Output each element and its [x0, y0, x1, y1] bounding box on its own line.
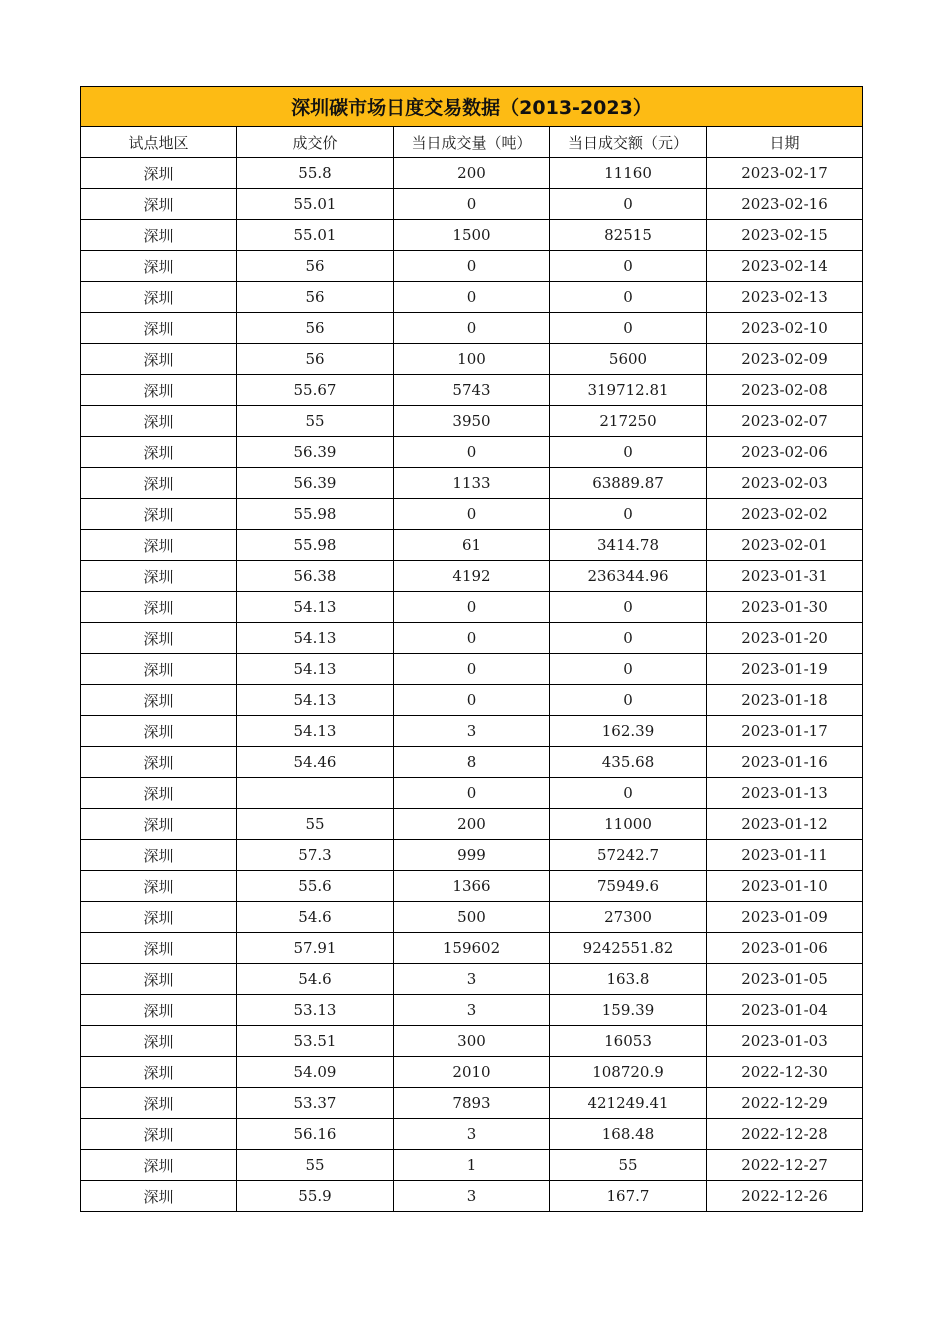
cell-date: 2023-01-11 [707, 840, 863, 871]
cell-amount: 162.39 [550, 716, 707, 747]
cell-volume: 0 [394, 251, 550, 282]
cell-volume: 0 [394, 189, 550, 220]
cell-date: 2023-02-09 [707, 344, 863, 375]
table-row [81, 1088, 863, 1119]
table-row [81, 654, 863, 685]
cell-amount: 159.39 [550, 995, 707, 1026]
cell-price: 56.39 [237, 468, 394, 499]
cell-date: 2023-02-06 [707, 437, 863, 468]
cell-region: 深圳 [81, 716, 237, 747]
cell-date: 2023-01-18 [707, 685, 863, 716]
cell-volume: 159602 [394, 933, 550, 964]
cell-amount: 82515 [550, 220, 707, 251]
table-row [81, 902, 863, 933]
cell-price: 55 [237, 1150, 394, 1181]
table-row [81, 1026, 863, 1057]
table-row [81, 189, 863, 220]
cell-amount: 9242551.82 [550, 933, 707, 964]
cell-date: 2023-02-15 [707, 220, 863, 251]
cell-price: 56.38 [237, 561, 394, 592]
cell-volume: 0 [394, 313, 550, 344]
cell-region: 深圳 [81, 1057, 237, 1088]
table-row [81, 933, 863, 964]
table-row [81, 809, 863, 840]
cell-price: 54.6 [237, 964, 394, 995]
cell-volume: 200 [394, 158, 550, 189]
cell-region: 深圳 [81, 220, 237, 251]
cell-volume: 2010 [394, 1057, 550, 1088]
cell-date: 2023-02-17 [707, 158, 863, 189]
cell-region: 深圳 [81, 592, 237, 623]
cell-volume: 300 [394, 1026, 550, 1057]
cell-volume: 7893 [394, 1088, 550, 1119]
cell-region: 深圳 [81, 840, 237, 871]
cell-region: 深圳 [81, 561, 237, 592]
cell-amount: 0 [550, 313, 707, 344]
cell-amount: 167.7 [550, 1181, 707, 1212]
cell-date: 2023-01-16 [707, 747, 863, 778]
cell-region: 深圳 [81, 1150, 237, 1181]
cell-date: 2023-01-20 [707, 623, 863, 654]
cell-amount: 108720.9 [550, 1057, 707, 1088]
cell-region: 深圳 [81, 468, 237, 499]
cell-amount: 319712.81 [550, 375, 707, 406]
table-row [81, 778, 863, 809]
cell-amount: 236344.96 [550, 561, 707, 592]
cell-price: 56.39 [237, 437, 394, 468]
cell-date: 2022-12-29 [707, 1088, 863, 1119]
cell-date: 2023-02-07 [707, 406, 863, 437]
cell-volume: 0 [394, 778, 550, 809]
cell-amount: 0 [550, 654, 707, 685]
cell-volume: 0 [394, 685, 550, 716]
cell-volume: 0 [394, 499, 550, 530]
cell-amount: 0 [550, 499, 707, 530]
cell-price: 57.3 [237, 840, 394, 871]
cell-date: 2023-01-30 [707, 592, 863, 623]
cell-price: 55.01 [237, 220, 394, 251]
cell-region: 深圳 [81, 530, 237, 561]
cell-amount: 55 [550, 1150, 707, 1181]
cell-price: 55 [237, 406, 394, 437]
table-row [81, 1119, 863, 1150]
table-row [81, 747, 863, 778]
cell-amount: 0 [550, 623, 707, 654]
cell-price: 53.51 [237, 1026, 394, 1057]
cell-date: 2023-01-03 [707, 1026, 863, 1057]
cell-date: 2023-01-10 [707, 871, 863, 902]
cell-volume: 200 [394, 809, 550, 840]
cell-price: 57.91 [237, 933, 394, 964]
cell-price: 54.13 [237, 623, 394, 654]
cell-price: 54.46 [237, 747, 394, 778]
cell-volume: 3950 [394, 406, 550, 437]
cell-date: 2023-01-04 [707, 995, 863, 1026]
cell-price: 56 [237, 313, 394, 344]
cell-region: 深圳 [81, 623, 237, 654]
cell-date: 2023-02-01 [707, 530, 863, 561]
cell-date: 2023-01-19 [707, 654, 863, 685]
table-row [81, 530, 863, 561]
cell-region: 深圳 [81, 995, 237, 1026]
cell-amount: 0 [550, 189, 707, 220]
table-row [81, 220, 863, 251]
cell-date: 2023-02-14 [707, 251, 863, 282]
cell-price: 54.13 [237, 685, 394, 716]
cell-amount: 163.8 [550, 964, 707, 995]
table-row [81, 871, 863, 902]
cell-amount: 168.48 [550, 1119, 707, 1150]
cell-region: 深圳 [81, 809, 237, 840]
cell-region: 深圳 [81, 375, 237, 406]
cell-price: 56 [237, 251, 394, 282]
cell-date: 2023-02-02 [707, 499, 863, 530]
column-header-region: 试点地区 [81, 127, 237, 158]
cell-region: 深圳 [81, 964, 237, 995]
table-row [81, 1181, 863, 1212]
cell-volume: 0 [394, 437, 550, 468]
trading-data-table [80, 86, 863, 1212]
cell-region: 深圳 [81, 313, 237, 344]
cell-price: 56 [237, 344, 394, 375]
cell-date: 2023-01-05 [707, 964, 863, 995]
cell-volume: 4192 [394, 561, 550, 592]
cell-price: 55.01 [237, 189, 394, 220]
cell-amount: 75949.6 [550, 871, 707, 902]
cell-price: 54.09 [237, 1057, 394, 1088]
cell-amount: 63889.87 [550, 468, 707, 499]
cell-volume: 3 [394, 995, 550, 1026]
cell-date: 2022-12-27 [707, 1150, 863, 1181]
cell-volume: 0 [394, 592, 550, 623]
cell-date: 2023-01-09 [707, 902, 863, 933]
table-row [81, 995, 863, 1026]
column-header-volume: 当日成交量（吨） [394, 127, 550, 158]
cell-region: 深圳 [81, 158, 237, 189]
cell-date: 2023-01-12 [707, 809, 863, 840]
cell-date: 2023-01-17 [707, 716, 863, 747]
cell-region: 深圳 [81, 437, 237, 468]
table-row [81, 964, 863, 995]
cell-price: 55.98 [237, 530, 394, 561]
cell-region: 深圳 [81, 344, 237, 375]
cell-amount: 11160 [550, 158, 707, 189]
table-row [81, 716, 863, 747]
cell-price: 54.13 [237, 592, 394, 623]
cell-date: 2022-12-26 [707, 1181, 863, 1212]
cell-region: 深圳 [81, 685, 237, 716]
cell-volume: 0 [394, 623, 550, 654]
cell-date: 2023-01-31 [707, 561, 863, 592]
table-row [81, 158, 863, 189]
cell-date: 2023-02-03 [707, 468, 863, 499]
cell-amount: 0 [550, 251, 707, 282]
cell-region: 深圳 [81, 933, 237, 964]
cell-region: 深圳 [81, 406, 237, 437]
cell-price: 54.13 [237, 654, 394, 685]
cell-volume: 3 [394, 964, 550, 995]
cell-amount: 0 [550, 592, 707, 623]
cell-price: 55 [237, 809, 394, 840]
cell-region: 深圳 [81, 282, 237, 313]
cell-date: 2023-02-13 [707, 282, 863, 313]
cell-amount: 0 [550, 437, 707, 468]
table-row [81, 1057, 863, 1088]
cell-date: 2023-02-10 [707, 313, 863, 344]
cell-region: 深圳 [81, 654, 237, 685]
cell-price: 54.13 [237, 716, 394, 747]
cell-volume: 100 [394, 344, 550, 375]
table-row [81, 468, 863, 499]
table-row [81, 561, 863, 592]
table-row [81, 1150, 863, 1181]
table-row [81, 313, 863, 344]
cell-price: 54.6 [237, 902, 394, 933]
table-row [81, 437, 863, 468]
table-row [81, 592, 863, 623]
cell-amount: 0 [550, 282, 707, 313]
cell-region: 深圳 [81, 902, 237, 933]
cell-volume: 500 [394, 902, 550, 933]
cell-amount: 0 [550, 685, 707, 716]
cell-volume: 61 [394, 530, 550, 561]
cell-price: 55.98 [237, 499, 394, 530]
cell-date: 2023-02-08 [707, 375, 863, 406]
cell-price: 55.67 [237, 375, 394, 406]
cell-price: 55.9 [237, 1181, 394, 1212]
cell-date: 2023-02-16 [707, 189, 863, 220]
cell-price: 55.6 [237, 871, 394, 902]
cell-volume: 0 [394, 654, 550, 685]
cell-region: 深圳 [81, 1088, 237, 1119]
cell-amount: 217250 [550, 406, 707, 437]
cell-price: 53.37 [237, 1088, 394, 1119]
cell-region: 深圳 [81, 871, 237, 902]
cell-region: 深圳 [81, 499, 237, 530]
cell-volume: 1366 [394, 871, 550, 902]
cell-amount: 11000 [550, 809, 707, 840]
cell-region: 深圳 [81, 747, 237, 778]
table-row [81, 685, 863, 716]
cell-date: 2022-12-28 [707, 1119, 863, 1150]
cell-volume: 1 [394, 1150, 550, 1181]
cell-region: 深圳 [81, 1119, 237, 1150]
table-row [81, 623, 863, 654]
cell-amount: 3414.78 [550, 530, 707, 561]
column-header-date: 日期 [707, 127, 863, 158]
cell-volume: 3 [394, 716, 550, 747]
table-row [81, 375, 863, 406]
cell-price: 53.13 [237, 995, 394, 1026]
cell-region: 深圳 [81, 1026, 237, 1057]
table-row [81, 282, 863, 313]
cell-price: 55.8 [237, 158, 394, 189]
table-row [81, 344, 863, 375]
cell-date: 2023-01-13 [707, 778, 863, 809]
table-row [81, 499, 863, 530]
table-row [81, 840, 863, 871]
cell-volume: 1500 [394, 220, 550, 251]
cell-amount: 16053 [550, 1026, 707, 1057]
cell-date: 2023-01-06 [707, 933, 863, 964]
table-row [81, 251, 863, 282]
table-row [81, 406, 863, 437]
cell-price [237, 778, 394, 809]
cell-amount: 421249.41 [550, 1088, 707, 1119]
table-title: 深圳碳市场日度交易数据（2013-2023） [81, 87, 863, 127]
cell-volume: 3 [394, 1119, 550, 1150]
cell-volume: 1133 [394, 468, 550, 499]
cell-amount: 5600 [550, 344, 707, 375]
cell-volume: 8 [394, 747, 550, 778]
cell-amount: 0 [550, 778, 707, 809]
cell-amount: 435.68 [550, 747, 707, 778]
cell-price: 56.16 [237, 1119, 394, 1150]
column-header-price: 成交价 [237, 127, 394, 158]
cell-volume: 0 [394, 282, 550, 313]
column-header-amount: 当日成交额（元） [550, 127, 707, 158]
cell-volume: 999 [394, 840, 550, 871]
header-row [81, 127, 863, 158]
cell-region: 深圳 [81, 251, 237, 282]
cell-region: 深圳 [81, 189, 237, 220]
cell-date: 2022-12-30 [707, 1057, 863, 1088]
cell-volume: 5743 [394, 375, 550, 406]
cell-price: 56 [237, 282, 394, 313]
cell-amount: 27300 [550, 902, 707, 933]
cell-amount: 57242.7 [550, 840, 707, 871]
cell-region: 深圳 [81, 1181, 237, 1212]
cell-volume: 3 [394, 1181, 550, 1212]
cell-region: 深圳 [81, 778, 237, 809]
